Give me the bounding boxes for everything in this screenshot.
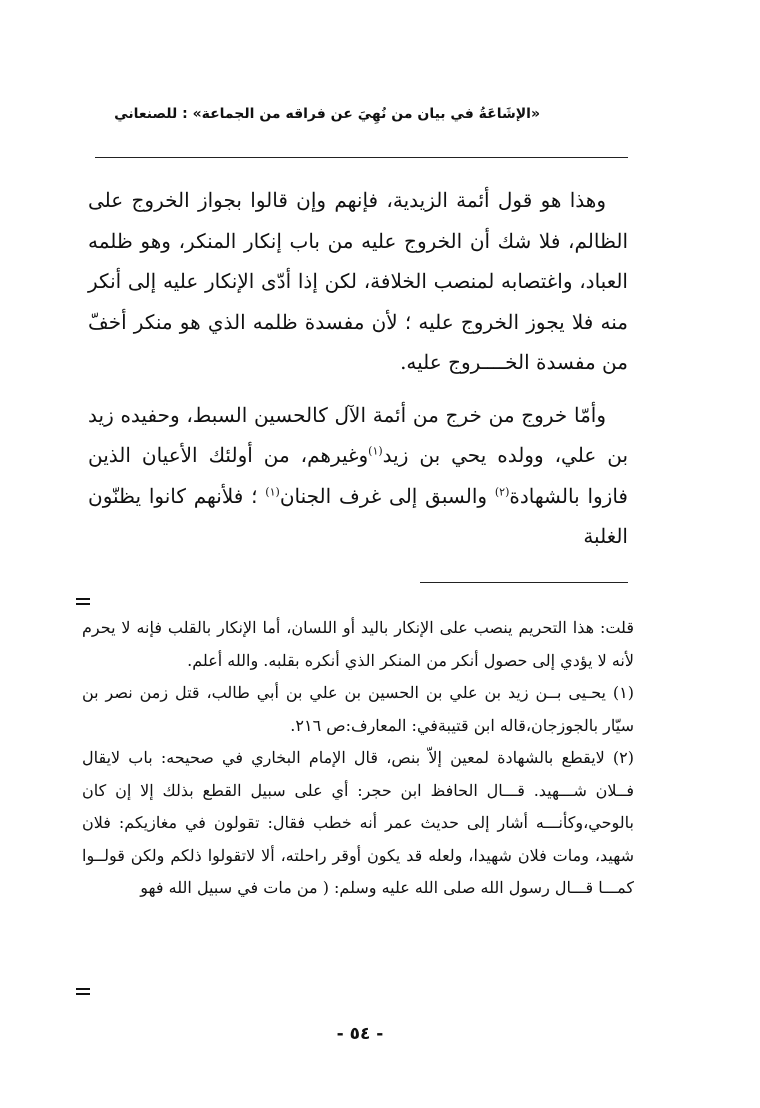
header-rule — [95, 157, 628, 158]
footnote-separator — [420, 582, 628, 583]
footnote-ref-1: (١) — [368, 444, 383, 458]
footnote-ref-2: (٢) — [494, 484, 510, 498]
footnote-2: (٢) لايقطع بالشهادة لمعين إلاّ بنص، قال الإمام البخاري في صحيحه: باب لايقال فــلان شـــهيد. قـــال الحافظ ابن حجر: أي على سبيل القطع بذلك إلا إن كان بالوحي،وكأنـــه أشار إلى حديث عمر أنه خطب فقال: تقولون في مغازيكم: فلان شهيد، ومات فلان شهيدا، ولعله قد يكون أوقر راحلته، ألا لاتقولوا ذلكم ولكن قولــوا كمـــا قـــال رسول الله صلى الله عليه وسلم: ( من مات في سبيل الله فهو — [82, 748, 635, 897]
continuation-mark-bottom — [76, 988, 90, 995]
footnote-continued: قلت: هذا التحريم ينصب على الإنكار باليد أو اللسان، أما الإنكار بالقلب فإنه لا يحرم لأنه لا يؤدي إلى حصول أنكر من المنكر الذي أنكره بقلبه. والله أعلم. — [82, 618, 635, 670]
paragraph-1: وهذا هو قول أئمة الزيدية، فإنهم وإن قالوا بجواز الخروج على الظالم، فلا شك أن الخروج عليه من باب إنكار المنكر، وهو ظلمه العباد، واغتصابه لمنصب الخلافة، لكن إذا أدّى الإنكار عليه إلى أنكر منه فلا يجوز الخروج عليه ؛ لأن مفسدة ظلمه الذي هو منكر أخفّ من مفسدة الخــــروج عليه. — [88, 188, 628, 374]
main-text — [88, 180, 628, 557]
paragraph-2 — [88, 395, 628, 557]
page-number: - ٥٤ - — [336, 1024, 384, 1044]
footnote-1: (١) يحـيى بــن زيد بن علي بن الحسين بن علي بن أبي طالب، قتل زمن نصر بن سيّار بالجوزجان،قاله ابن قتيبةفي: المعارف:ص ٢١٦. — [82, 683, 634, 735]
continuation-mark-top — [76, 598, 90, 605]
paragraph-2-part-a: وأمّا خروج من خرج من أئمة الآل كالحسين السبط، وحفيده زيد بن علي، وولده يحي بن زيد — [88, 402, 629, 467]
paragraph-2-part-d: ؛ فلأنهم كانوا يظنّون الغلبة — [88, 483, 628, 548]
running-header: «الإشَاعَةُ في بيان من نُهِيَ عن فراقه من الجماعة» : للصنعاني — [114, 106, 540, 122]
footnote-ref-3: (١) — [265, 484, 280, 498]
paragraph-2-part-c: والسبق إلى غرف الجنان — [279, 483, 495, 508]
paragraph-2-part-b: وغيرهم، من أولئك الأعيان الذين فازوا بالشهادة — [88, 443, 628, 508]
footnotes — [82, 612, 634, 905]
